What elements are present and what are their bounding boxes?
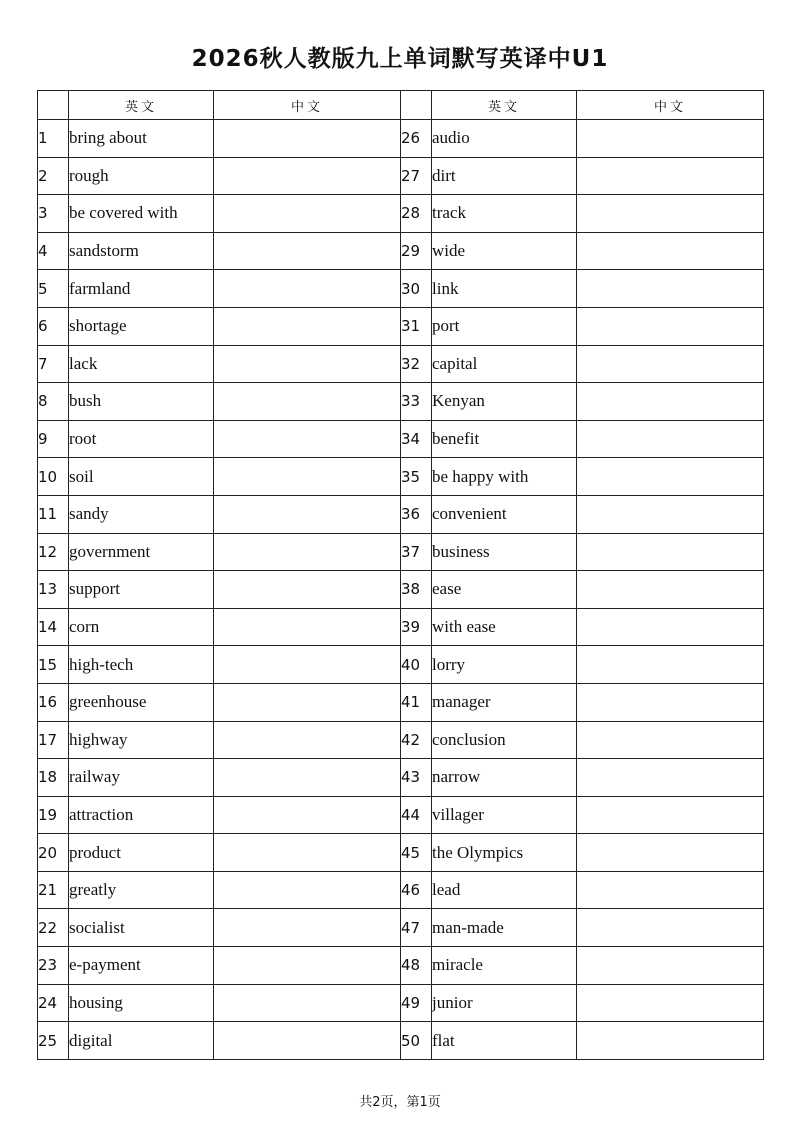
table-row	[38, 345, 764, 383]
word-number-left: 18	[38, 759, 69, 797]
table-row	[38, 383, 764, 421]
english-word-right: wide	[432, 232, 577, 270]
word-number-right: 27	[401, 157, 432, 195]
word-number-left: 13	[38, 571, 69, 609]
chinese-answer-cell-right[interactable]	[577, 683, 764, 721]
word-number-right: 48	[401, 947, 432, 985]
word-number-left: 12	[38, 533, 69, 571]
word-number-right: 38	[401, 571, 432, 609]
table-row	[38, 984, 764, 1022]
english-word-right: man-made	[432, 909, 577, 947]
english-word-right: business	[432, 533, 577, 571]
english-word-left: shortage	[69, 307, 214, 345]
english-word-right: miracle	[432, 947, 577, 985]
header-english-right: 英文	[432, 91, 577, 120]
chinese-answer-cell-right[interactable]	[577, 608, 764, 646]
english-word-left: sandstorm	[69, 232, 214, 270]
table-row	[38, 947, 764, 985]
english-word-right: benefit	[432, 420, 577, 458]
chinese-answer-cell-right[interactable]	[577, 232, 764, 270]
table-row	[38, 721, 764, 759]
chinese-answer-cell-left[interactable]	[214, 157, 401, 195]
english-word-right: junior	[432, 984, 577, 1022]
header-chinese-right: 中文	[577, 91, 764, 120]
chinese-answer-cell-right[interactable]	[577, 721, 764, 759]
chinese-answer-cell-left[interactable]	[214, 195, 401, 233]
english-word-right: lead	[432, 871, 577, 909]
english-word-right: villager	[432, 796, 577, 834]
chinese-answer-cell-right[interactable]	[577, 834, 764, 872]
chinese-answer-cell-left[interactable]	[214, 533, 401, 571]
word-number-right: 49	[401, 984, 432, 1022]
english-word-right: lorry	[432, 646, 577, 684]
english-word-left: farmland	[69, 270, 214, 308]
chinese-answer-cell-left[interactable]	[214, 307, 401, 345]
english-word-right: ease	[432, 571, 577, 609]
english-word-right: capital	[432, 345, 577, 383]
english-word-left: be covered with	[69, 195, 214, 233]
chinese-answer-cell-left[interactable]	[214, 458, 401, 496]
word-number-right: 33	[401, 383, 432, 421]
word-number-left: 9	[38, 420, 69, 458]
page-footer: 共2页，第1页	[359, 1095, 441, 1110]
table-row	[38, 871, 764, 909]
header-number-right	[401, 91, 432, 120]
word-number-left: 16	[38, 683, 69, 721]
word-number-left: 4	[38, 232, 69, 270]
chinese-answer-cell-right[interactable]	[577, 1022, 764, 1060]
english-word-right: audio	[432, 120, 577, 158]
chinese-answer-cell-left[interactable]	[214, 796, 401, 834]
word-number-left: 24	[38, 984, 69, 1022]
vocabulary-table	[37, 90, 764, 1060]
word-number-left: 20	[38, 834, 69, 872]
table-row	[38, 232, 764, 270]
word-number-left: 15	[38, 646, 69, 684]
word-number-left: 6	[38, 307, 69, 345]
chinese-answer-cell-right[interactable]	[577, 984, 764, 1022]
header-number-left	[38, 91, 69, 120]
chinese-answer-cell-right[interactable]	[577, 909, 764, 947]
english-word-left: root	[69, 420, 214, 458]
chinese-answer-cell-right[interactable]	[577, 270, 764, 308]
chinese-answer-cell-right[interactable]	[577, 420, 764, 458]
word-number-right: 43	[401, 759, 432, 797]
word-number-left: 14	[38, 608, 69, 646]
chinese-answer-cell-left[interactable]	[214, 383, 401, 421]
table-row	[38, 683, 764, 721]
table-row	[38, 157, 764, 195]
english-word-left: rough	[69, 157, 214, 195]
chinese-answer-cell-right[interactable]	[577, 383, 764, 421]
english-word-right: the Olympics	[432, 834, 577, 872]
word-number-left: 1	[38, 120, 69, 158]
english-word-left: lack	[69, 345, 214, 383]
chinese-answer-cell-right[interactable]	[577, 458, 764, 496]
table-row	[38, 834, 764, 872]
word-number-left: 3	[38, 195, 69, 233]
word-number-right: 40	[401, 646, 432, 684]
table-row	[38, 909, 764, 947]
table-row	[38, 533, 764, 571]
english-word-left: greatly	[69, 871, 214, 909]
word-number-right: 45	[401, 834, 432, 872]
chinese-answer-cell-left[interactable]	[214, 759, 401, 797]
chinese-answer-cell-right[interactable]	[577, 533, 764, 571]
chinese-answer-cell-right[interactable]	[577, 571, 764, 609]
word-number-left: 21	[38, 871, 69, 909]
english-word-left: support	[69, 571, 214, 609]
word-number-left: 10	[38, 458, 69, 496]
english-word-left: highway	[69, 721, 214, 759]
english-word-left: high-tech	[69, 646, 214, 684]
word-number-right: 29	[401, 232, 432, 270]
english-word-left: product	[69, 834, 214, 872]
word-number-left: 19	[38, 796, 69, 834]
chinese-answer-cell-right[interactable]	[577, 495, 764, 533]
english-word-left: sandy	[69, 495, 214, 533]
chinese-answer-cell-left[interactable]	[214, 232, 401, 270]
table-row	[38, 759, 764, 797]
page-title: 2026秋人教版九上单词默写英译中U1	[191, 46, 609, 72]
table-header-row	[38, 91, 764, 120]
english-word-right: Kenyan	[432, 383, 577, 421]
word-number-right: 37	[401, 533, 432, 571]
chinese-answer-cell-right[interactable]	[577, 759, 764, 797]
english-word-right: be happy with	[432, 458, 577, 496]
word-number-left: 2	[38, 157, 69, 195]
chinese-answer-cell-right[interactable]	[577, 646, 764, 684]
chinese-answer-cell-left[interactable]	[214, 571, 401, 609]
english-word-right: with ease	[432, 608, 577, 646]
chinese-answer-cell-left[interactable]	[214, 909, 401, 947]
chinese-answer-cell-right[interactable]	[577, 947, 764, 985]
chinese-answer-cell-left[interactable]	[214, 120, 401, 158]
chinese-answer-cell-right[interactable]	[577, 871, 764, 909]
english-word-right: link	[432, 270, 577, 308]
table-row	[38, 646, 764, 684]
word-number-left: 11	[38, 495, 69, 533]
chinese-answer-cell-left[interactable]	[214, 420, 401, 458]
word-number-right: 44	[401, 796, 432, 834]
english-word-left: e-payment	[69, 947, 214, 985]
english-word-right: conclusion	[432, 721, 577, 759]
chinese-answer-cell-right[interactable]	[577, 307, 764, 345]
english-word-left: bring about	[69, 120, 214, 158]
chinese-answer-cell-right[interactable]	[577, 345, 764, 383]
chinese-answer-cell-left[interactable]	[214, 1022, 401, 1060]
word-number-right: 34	[401, 420, 432, 458]
chinese-answer-cell-left[interactable]	[214, 721, 401, 759]
table-row	[38, 420, 764, 458]
table-row	[38, 608, 764, 646]
table-row	[38, 195, 764, 233]
word-number-right: 32	[401, 345, 432, 383]
word-number-left: 8	[38, 383, 69, 421]
chinese-answer-cell-left[interactable]	[214, 608, 401, 646]
table-row	[38, 458, 764, 496]
word-number-right: 42	[401, 721, 432, 759]
word-number-right: 50	[401, 1022, 432, 1060]
chinese-answer-cell-right[interactable]	[577, 120, 764, 158]
chinese-answer-cell-right[interactable]	[577, 157, 764, 195]
table-row	[38, 120, 764, 158]
chinese-answer-cell-right[interactable]	[577, 195, 764, 233]
chinese-answer-cell-left[interactable]	[214, 683, 401, 721]
header-chinese-left: 中文	[214, 91, 401, 120]
english-word-right: flat	[432, 1022, 577, 1060]
table-row	[38, 571, 764, 609]
table-row	[38, 307, 764, 345]
english-word-right: port	[432, 307, 577, 345]
word-number-left: 7	[38, 345, 69, 383]
english-word-left: government	[69, 533, 214, 571]
english-word-right: narrow	[432, 759, 577, 797]
word-number-right: 30	[401, 270, 432, 308]
chinese-answer-cell-right[interactable]	[577, 796, 764, 834]
english-word-left: housing	[69, 984, 214, 1022]
word-number-right: 46	[401, 871, 432, 909]
chinese-answer-cell-left[interactable]	[214, 834, 401, 872]
english-word-right: dirt	[432, 157, 577, 195]
english-word-left: railway	[69, 759, 214, 797]
word-number-right: 36	[401, 495, 432, 533]
chinese-answer-cell-left[interactable]	[214, 947, 401, 985]
table-row	[38, 495, 764, 533]
english-word-left: soil	[69, 458, 214, 496]
word-number-left: 5	[38, 270, 69, 308]
chinese-answer-cell-left[interactable]	[214, 984, 401, 1022]
table-row	[38, 796, 764, 834]
word-number-right: 26	[401, 120, 432, 158]
word-number-left: 23	[38, 947, 69, 985]
english-word-left: corn	[69, 608, 214, 646]
word-number-right: 41	[401, 683, 432, 721]
chinese-answer-cell-left[interactable]	[214, 270, 401, 308]
word-number-left: 25	[38, 1022, 69, 1060]
chinese-answer-cell-left[interactable]	[214, 646, 401, 684]
word-number-right: 28	[401, 195, 432, 233]
english-word-left: digital	[69, 1022, 214, 1060]
english-word-left: attraction	[69, 796, 214, 834]
word-number-right: 39	[401, 608, 432, 646]
english-word-left: greenhouse	[69, 683, 214, 721]
english-word-right: manager	[432, 683, 577, 721]
vocabulary-table-body	[38, 120, 764, 1060]
english-word-left: bush	[69, 383, 214, 421]
chinese-answer-cell-left[interactable]	[214, 871, 401, 909]
word-number-left: 17	[38, 721, 69, 759]
chinese-answer-cell-left[interactable]	[214, 495, 401, 533]
english-word-left: socialist	[69, 909, 214, 947]
header-english-left: 英文	[69, 91, 214, 120]
table-row	[38, 1022, 764, 1060]
word-number-right: 47	[401, 909, 432, 947]
english-word-right: track	[432, 195, 577, 233]
english-word-right: convenient	[432, 495, 577, 533]
table-row	[38, 270, 764, 308]
word-number-right: 31	[401, 307, 432, 345]
word-number-right: 35	[401, 458, 432, 496]
chinese-answer-cell-left[interactable]	[214, 345, 401, 383]
word-number-left: 22	[38, 909, 69, 947]
